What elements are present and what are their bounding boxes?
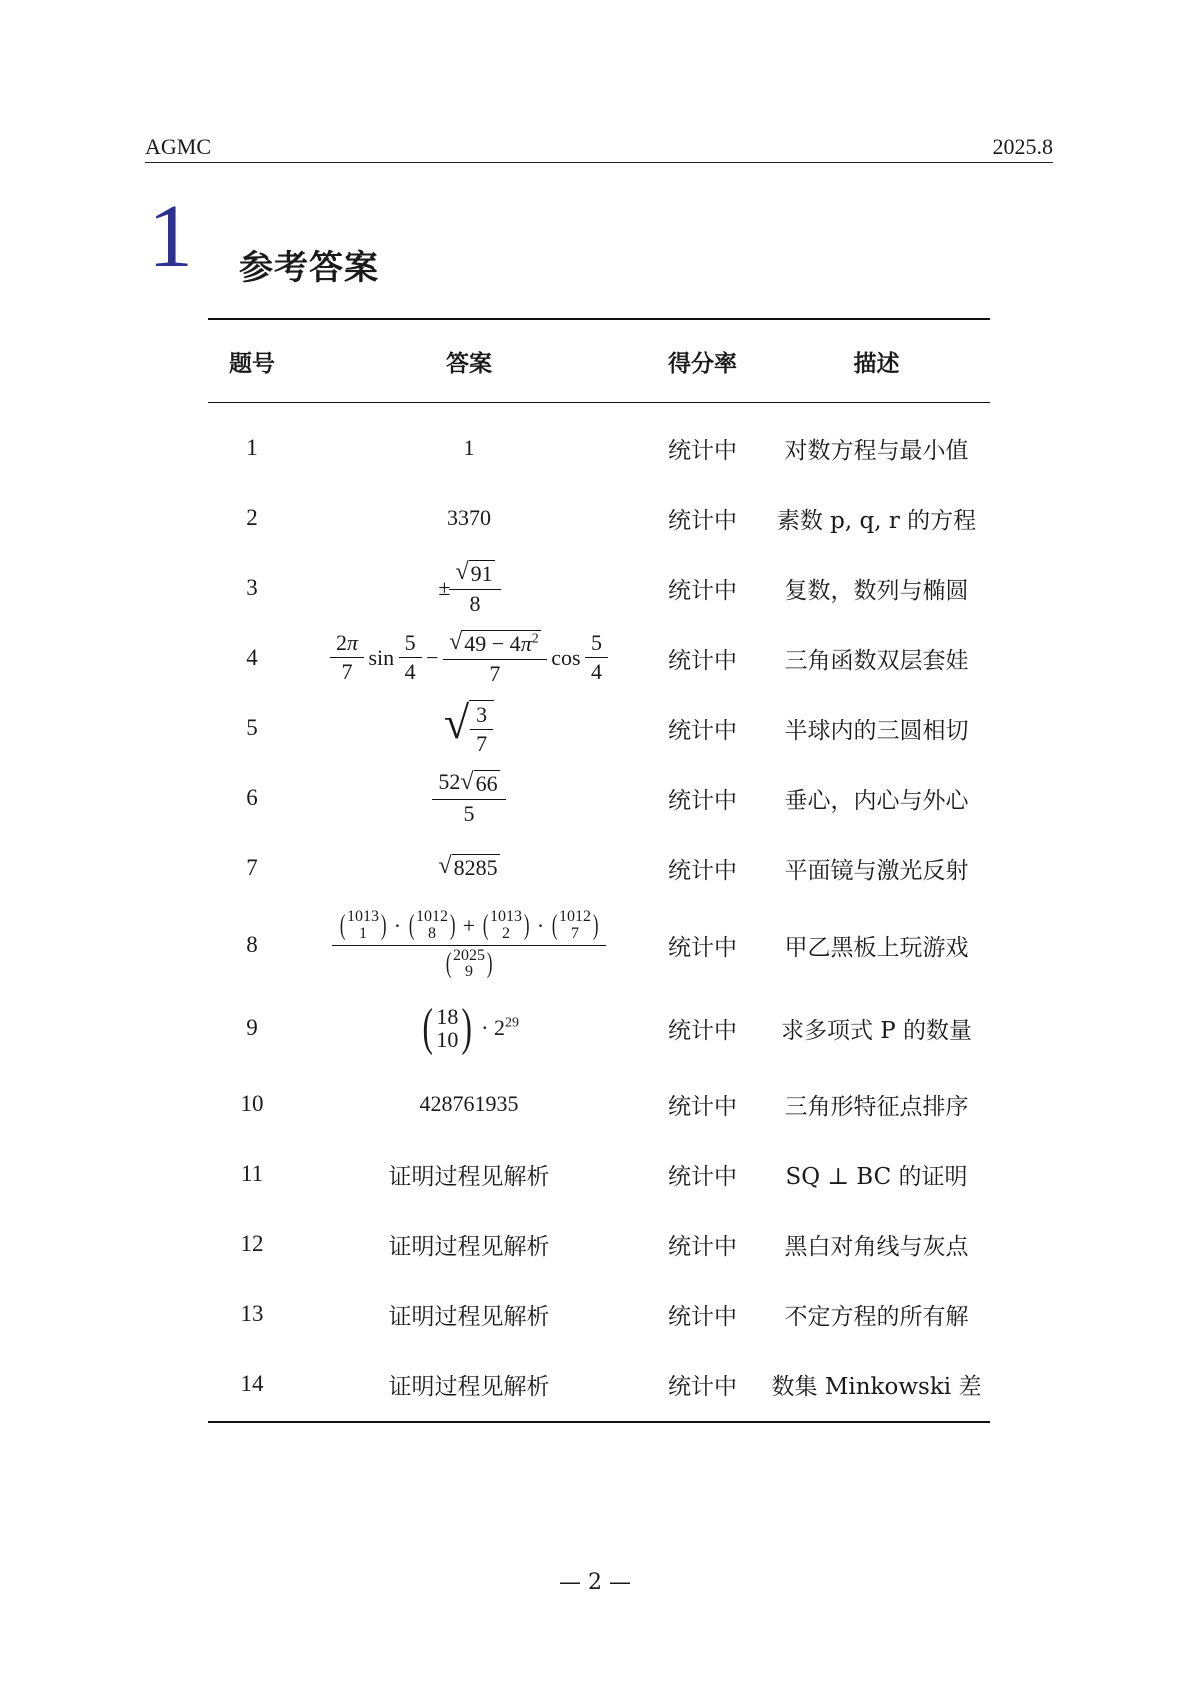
row-answer: ( 1013 1 ) · ( 1012 8 ) + ( 1013 2 ) · ( 1012 7 ) ( 2025 9 ) <box>296 909 642 981</box>
table-row <box>208 763 990 833</box>
table-row <box>208 987 990 1069</box>
row-rate: 统计中 <box>668 1163 737 1190</box>
row-answer: $\frac{2\pi}{7}$ sin $\frac{5}{4}$ − √ $49 - 4\pi^2$ 7 cos $\frac{5}{4}$ <box>296 630 642 687</box>
column-header-answer: 答案 <box>446 349 492 377</box>
row-desc: 数集 Minkowski 差 <box>771 1373 982 1400</box>
row-number: 9 <box>246 1015 258 1040</box>
row-desc: 不定方程的所有解 <box>784 1303 969 1330</box>
row-number: 4 <box>246 645 258 670</box>
row-answer: 428761935 <box>419 1091 519 1116</box>
table-row <box>208 413 990 483</box>
row-number: 14 <box>240 1371 264 1396</box>
row-rate: 统计中 <box>668 934 737 961</box>
row-desc: 对数方程与最小值 <box>784 437 969 464</box>
row-answer: 证明过程见解析 <box>388 1233 550 1260</box>
row-desc: 垂心，内心与外心 <box>784 787 969 814</box>
row-number: 6 <box>246 785 258 810</box>
row-desc: 甲乙黑板上玩游戏 <box>784 934 969 961</box>
table-row <box>208 903 990 987</box>
row-answer: 3370 <box>447 505 491 530</box>
row-rate: 统计中 <box>668 1303 737 1330</box>
column-header-rate: 得分率 <box>668 349 737 377</box>
answer-table <box>208 318 990 1423</box>
row-number: 8 <box>246 932 258 957</box>
row-desc: 三角函数双层套娃 <box>784 647 969 674</box>
row-answer: √ 8285 <box>438 853 498 881</box>
row-desc: 三角形特征点排序 <box>784 1093 969 1120</box>
row-rate: 统计中 <box>668 787 737 814</box>
row-answer: ( 18 10 ) · $2^{29}$ <box>422 999 519 1056</box>
column-header-desc: 描述 <box>853 349 900 377</box>
row-desc: SQ ⊥ BC 的证明 <box>785 1163 968 1190</box>
row-number: 11 <box>240 1161 264 1186</box>
table-row <box>208 1139 990 1209</box>
row-rate: 统计中 <box>668 1093 737 1120</box>
row-rate: 统计中 <box>668 647 737 674</box>
section-title: 参考答案 <box>239 248 379 288</box>
table-row <box>208 693 990 763</box>
header-rule <box>145 162 1053 163</box>
row-answer: 52 √ 66 5 <box>296 770 642 827</box>
header-left: AGMC <box>145 134 212 159</box>
row-number: 13 <box>240 1301 264 1326</box>
row-answer: √ $\frac{3}{7}$ <box>296 700 642 756</box>
row-rate: 统计中 <box>668 857 737 884</box>
row-answer: ± √ 91 8 <box>296 560 642 617</box>
row-answer: 证明过程见解析 <box>388 1163 550 1190</box>
table-row <box>208 1069 990 1139</box>
column-header-no: 题号 <box>229 349 275 377</box>
table-row <box>208 483 990 553</box>
table-row <box>208 553 990 623</box>
table-row <box>208 1349 990 1419</box>
row-rate: 统计中 <box>668 577 737 604</box>
section-number: 1 <box>148 187 193 286</box>
row-answer: 1 <box>463 435 475 460</box>
row-number: 2 <box>246 505 258 530</box>
row-rate: 统计中 <box>668 507 737 534</box>
row-rate: 统计中 <box>668 1373 737 1400</box>
row-number: 3 <box>246 575 258 600</box>
header-right: 2025.8 <box>992 134 1053 159</box>
table-header-row <box>208 320 990 402</box>
row-desc: 半球内的三圆相切 <box>784 717 969 744</box>
row-number: 1 <box>246 435 258 460</box>
table-bottom-rule <box>208 1421 990 1423</box>
row-rate: 统计中 <box>668 1233 737 1260</box>
row-desc: 黑白对角线与灰点 <box>784 1233 969 1260</box>
row-rate: 统计中 <box>668 717 737 744</box>
table-row <box>208 1209 990 1279</box>
row-desc: 求多项式 P 的数量 <box>780 1017 973 1044</box>
row-number: 12 <box>240 1231 264 1256</box>
page-number: — 2 — <box>559 1570 631 1595</box>
table-row <box>208 1279 990 1349</box>
row-desc: 平面镜与激光反射 <box>784 857 969 884</box>
table-row <box>208 833 990 903</box>
row-rate: 统计中 <box>668 1017 737 1044</box>
row-answer: 证明过程见解析 <box>388 1373 550 1400</box>
row-number: 7 <box>246 855 258 880</box>
row-rate: 统计中 <box>668 437 737 464</box>
row-number: 5 <box>246 715 258 740</box>
row-desc: 复数，数列与椭圆 <box>784 577 969 604</box>
row-desc: 素数 p, q, r 的方程 <box>776 507 977 534</box>
table-row <box>208 623 990 693</box>
row-answer: 证明过程见解析 <box>388 1303 550 1330</box>
row-number: 10 <box>240 1091 264 1116</box>
